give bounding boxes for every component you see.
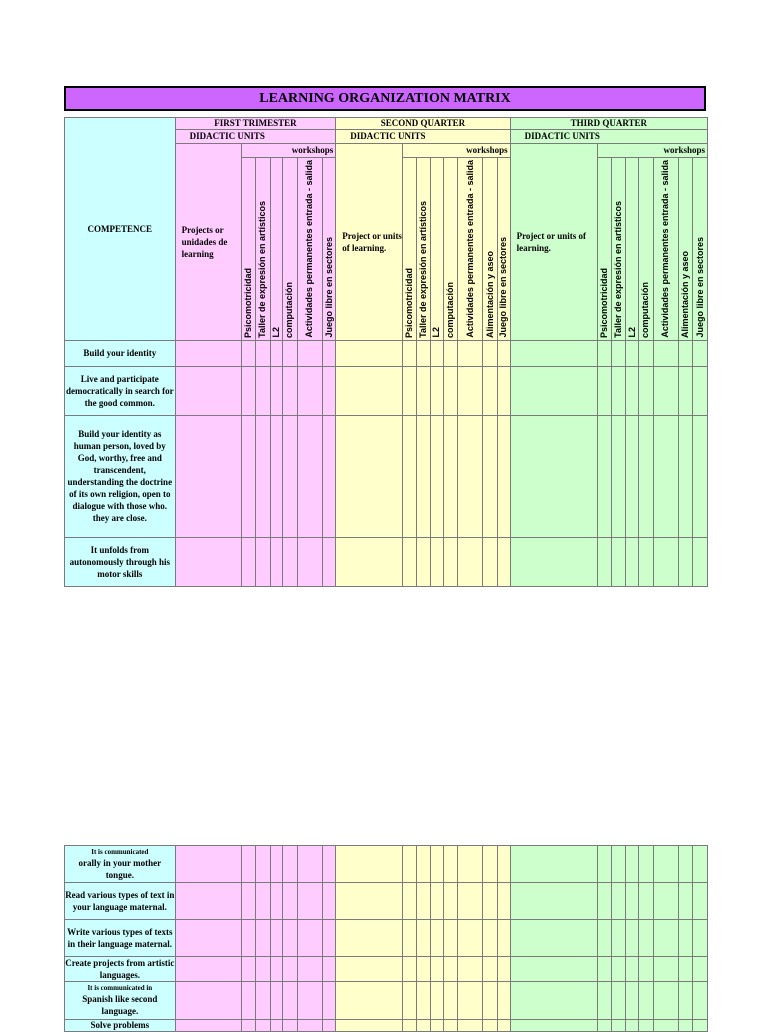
matrix-cell [283,920,298,957]
matrix-cell [626,982,639,1020]
matrix-cell [611,982,626,1020]
matrix-cell [443,846,458,883]
matrix-cell [653,340,678,366]
matrix-cell [638,846,653,883]
matrix-cell [626,537,639,586]
matrix-cell [458,982,483,1020]
quarter-1-didactic-units: DIDACTIC UNITS [175,130,336,144]
quarter-3-title: THIRD QUARTER [510,118,707,130]
matrix-cell [270,920,283,957]
matrix-cell [638,957,653,982]
matrix-table-bottom [64,845,708,1032]
matrix-cell [510,982,598,1020]
matrix-cell [431,1020,444,1032]
matrix-cell [336,366,403,415]
matrix-cell [322,366,336,415]
competence-cell: Read various types of text in your language maternal. [65,883,176,920]
matrix-cell [416,982,431,1020]
matrix-cell [611,537,626,586]
quarter-1-projects: Projects or unidades de learning [175,144,242,341]
matrix-cell [443,537,458,586]
matrix-cell [443,883,458,920]
matrix-cell [270,846,283,883]
matrix-cell [626,957,639,982]
matrix-cell [483,846,498,883]
matrix-cell [693,340,708,366]
matrix-cell [611,340,626,366]
matrix-cell [611,1020,626,1032]
matrix-cell [297,883,322,920]
matrix-cell [416,920,431,957]
matrix-cell [322,1020,336,1032]
matrix-cell [322,340,336,366]
matrix-cell [510,415,598,537]
matrix-cell [626,920,639,957]
matrix-cell [678,957,693,982]
matrix-cell [283,415,298,537]
quarter-2-projects: Project or units of learning. [336,144,403,341]
matrix-cell [242,883,256,920]
q3-col-actividades-permanentes: Actividades permanentes entrada - salida [653,158,678,341]
matrix-cell [336,846,403,883]
matrix-cell [638,415,653,537]
matrix-cell [611,883,626,920]
matrix-cell [403,982,417,1020]
matrix-cell [483,920,498,957]
matrix-table-top [64,117,708,587]
matrix-cell [175,537,242,586]
matrix-cell [626,366,639,415]
matrix-cell [510,920,598,957]
matrix-cell [175,957,242,982]
competence-cell: Live and participate democratically in search for the good common. [65,366,176,415]
quarter-3-didactic-units: DIDACTIC UNITS [510,130,707,144]
matrix-cell [297,537,322,586]
matrix-cell [255,415,270,537]
matrix-cell [175,366,242,415]
q3-col-l2: L2 [626,158,639,341]
matrix-cell [498,846,511,883]
matrix-cell [693,1020,708,1032]
matrix-cell [498,537,511,586]
matrix-cell [416,340,431,366]
matrix-cell [403,415,417,537]
matrix-cell [256,957,271,982]
matrix-cell [510,1020,598,1032]
matrix-cell [458,846,483,883]
q3-col-juego-libre: Juego libre en sectores [693,158,708,341]
matrix-cell [336,883,403,920]
matrix-cell [242,920,256,957]
matrix-cell [626,415,639,537]
q2-col-alimentacion: Alimentación y aseo [483,158,498,341]
matrix-cell [510,340,598,366]
matrix-cell [653,415,678,537]
matrix-cell [297,846,322,883]
matrix-cell [242,846,256,883]
matrix-cell [693,982,708,1020]
matrix-cell [175,340,242,366]
matrix-cell [510,366,598,415]
matrix-cell [175,883,242,920]
matrix-cell [336,537,403,586]
competence-cell: Create projects from artistic languages. [65,958,175,980]
quarter-3-projects: Project or units of learning. [510,144,598,341]
matrix-cell [510,846,598,883]
matrix-cell [322,920,336,957]
matrix-cell [336,340,403,366]
q2-col-taller-expresion: Taller de expresión en artísticos [416,158,431,341]
matrix-cell [283,883,298,920]
matrix-cell [653,366,678,415]
matrix-cell [653,982,678,1020]
matrix-cell [678,982,693,1020]
matrix-cell [483,957,498,982]
matrix-cell [283,537,298,586]
matrix-cell [598,366,612,415]
matrix-cell [403,957,417,982]
matrix-cell [270,366,283,415]
matrix-cell [626,1020,639,1032]
matrix-cell [638,366,653,415]
matrix-cell [510,883,598,920]
matrix-cell [175,982,242,1020]
q1-col-juego-libre: Juego libre en sectores [322,158,336,341]
q3-col-psicomotricidad: Psicomotricidad [598,158,612,341]
matrix-cell [283,366,298,415]
matrix-cell [498,366,511,415]
matrix-cell [498,340,511,366]
matrix-cell [626,340,639,366]
competence-cell: Solve problems [65,1020,176,1032]
matrix-cell [416,537,431,586]
matrix-cell [611,366,626,415]
matrix-cell [693,415,708,537]
matrix-cell [431,415,444,537]
matrix-cell [270,340,283,366]
matrix-cell [431,883,444,920]
matrix-cell [638,1020,653,1032]
matrix-cell [598,340,612,366]
matrix-cell [403,366,417,415]
matrix-cell [611,920,626,957]
matrix-cell [322,415,336,537]
matrix-cell [498,415,511,537]
matrix-cell [510,537,598,586]
matrix-cell [678,366,693,415]
matrix-cell [483,537,498,586]
matrix-cell [458,957,483,982]
matrix-cell [678,920,693,957]
quarter-1-title: FIRST TRIMESTER [175,118,336,130]
matrix-cell [611,415,626,537]
q2-col-psicomotricidad: Psicomotricidad [403,158,417,341]
matrix-cell [483,366,498,415]
matrix-cell [416,1020,431,1032]
matrix-cell [297,366,322,415]
matrix-cell [297,1020,322,1032]
matrix-cell [443,957,458,982]
matrix-cell [270,415,283,537]
matrix-cell [256,920,271,957]
matrix-cell [256,982,271,1020]
matrix-cell [242,366,256,415]
matrix-cell [458,366,483,415]
matrix-cell [458,883,483,920]
matrix-cell [678,883,693,920]
matrix-cell [611,846,626,883]
matrix-cell [297,415,322,537]
matrix-cell [598,415,612,537]
matrix-cell [443,920,458,957]
matrix-cell [175,920,242,957]
matrix-cell [653,920,678,957]
q2-col-actividades-permanentes: Actividades permanentes entrada - salida [458,158,483,341]
matrix-cell [322,982,336,1020]
matrix-cell [598,883,612,920]
matrix-cell [443,1020,458,1032]
matrix-cell [483,340,498,366]
matrix-cell [598,957,612,982]
matrix-cell [270,1020,283,1032]
q1-col-psicomotricidad: Psicomotricidad [242,158,256,341]
q3-col-computacion: computación [638,158,653,341]
matrix-cell [270,982,283,1020]
matrix-cell [443,366,458,415]
matrix-cell [283,340,298,366]
matrix-cell [653,846,678,883]
matrix-cell [403,1020,417,1032]
competence-cell: Build your identity as human person, loved by God, worthy, free and transcendent, understanding the doctrine of its own religion, open to dialogue with those who. they are close. [65,415,176,537]
matrix-cell [626,883,639,920]
matrix-cell [693,846,708,883]
q1-col-taller-expresion: Taller de expresión en artísticos [255,158,270,341]
matrix-cell [483,415,498,537]
quarter-3-workshops: workshops [598,144,708,158]
matrix-cell [255,537,270,586]
matrix-cell [322,537,336,586]
quarter-2-workshops: workshops [403,144,511,158]
matrix-cell [242,340,256,366]
matrix-cell [443,982,458,1020]
matrix-cell [297,982,322,1020]
matrix-cell [626,846,639,883]
matrix-cell [458,537,483,586]
matrix-cell [498,920,511,957]
matrix-cell [638,920,653,957]
matrix-cell [416,957,431,982]
matrix-cell [678,1020,693,1032]
matrix-cell [336,415,403,537]
matrix-cell [256,883,271,920]
q1-col-actividades-permanentes: Actividades permanentes entrada - salida [297,158,322,341]
matrix-cell [498,982,511,1020]
matrix-cell [510,957,598,982]
matrix-cell [598,846,612,883]
matrix-cell [322,846,336,883]
competence-cell: It is communicated in Spanish like second language. [65,982,176,1020]
matrix-cell [638,537,653,586]
matrix-cell [322,883,336,920]
matrix-cell [336,920,403,957]
quarter-2-didactic-units: DIDACTIC UNITS [336,130,510,144]
matrix-cell [598,1020,612,1032]
matrix-cell [431,366,444,415]
matrix-cell [431,537,444,586]
matrix-cell [638,883,653,920]
matrix-cell [403,883,417,920]
matrix-cell [336,982,403,1020]
matrix-cell [483,1020,498,1032]
matrix-cell [678,537,693,586]
matrix-cell [431,920,444,957]
matrix-cell [693,366,708,415]
matrix-cell [598,920,612,957]
matrix-cell [242,982,256,1020]
matrix-cell [322,957,336,982]
matrix-cell [458,920,483,957]
matrix-cell [483,883,498,920]
competence-cell: It unfolds from autonomously through his motor skills [65,537,176,586]
matrix-cell [416,846,431,883]
matrix-cell [431,982,444,1020]
q2-col-computacion: computación [443,158,458,341]
competence-cell: Write various types of texts in their language maternal. [65,920,176,957]
matrix-cell [653,1020,678,1032]
matrix-cell [270,957,283,982]
matrix-cell [598,537,612,586]
matrix-cell [678,340,693,366]
matrix-cell [638,340,653,366]
competences-top-body [65,340,708,586]
matrix-cell [431,957,444,982]
matrix-cell [175,415,242,537]
matrix-cell [498,883,511,920]
matrix-cell [403,537,417,586]
matrix-cell [458,415,483,537]
matrix-cell [283,1020,298,1032]
matrix-cell [242,1020,256,1032]
competence-header: COMPETENCE [65,118,176,341]
matrix-cell [443,415,458,537]
matrix-cell [443,340,458,366]
matrix-cell [336,1020,403,1032]
q3-col-taller-expresion: Taller de expresión en artísticos [611,158,626,341]
matrix-cell [283,957,298,982]
q2-col-juego-libre: Juego libre en sectores [498,158,511,341]
matrix-cell [297,920,322,957]
matrix-cell [403,846,417,883]
matrix-cell [416,883,431,920]
matrix-cell [458,340,483,366]
matrix-cell [693,920,708,957]
matrix-cell [416,415,431,537]
matrix-cell [255,366,270,415]
matrix-cell [270,883,283,920]
matrix-cell [242,537,256,586]
matrix-cell [175,846,242,883]
matrix-cell [297,957,322,982]
matrix-cell [270,537,283,586]
matrix-cell [598,982,612,1020]
matrix-cell [458,1020,483,1032]
matrix-cell [498,957,511,982]
matrix-cell [653,883,678,920]
competence-cell: It is communicated orally in your mother tongue. [65,846,176,883]
matrix-cell [653,957,678,982]
matrix-cell [693,537,708,586]
matrix-cell [431,340,444,366]
matrix-cell [678,415,693,537]
matrix-cell [256,1020,271,1032]
matrix-cell [483,982,498,1020]
matrix-cell [403,920,417,957]
matrix-cell [638,982,653,1020]
matrix-cell [255,340,270,366]
matrix-cell [283,846,298,883]
matrix-cell [611,957,626,982]
quarter-2-title: SECOND QUARTER [336,118,510,130]
q3-col-alimentacion: Alimentación y aseo [678,158,693,341]
matrix-cell [403,340,417,366]
matrix-title: LEARNING ORGANIZATION MATRIX [64,86,706,111]
matrix-cell [175,1020,242,1032]
q1-col-computacion: computación [283,158,298,341]
matrix-cell [498,1020,511,1032]
matrix-cell [256,846,271,883]
matrix-cell [653,537,678,586]
matrix-cell [336,957,403,982]
matrix-cell [283,982,298,1020]
matrix-cell [678,846,693,883]
q1-col-l2: L2 [270,158,283,341]
matrix-cell [431,846,444,883]
matrix-cell [416,366,431,415]
matrix-cell [693,957,708,982]
matrix-cell [242,957,256,982]
quarter-1-workshops: workshops [242,144,336,158]
matrix-cell [242,415,256,537]
matrix-cell [297,340,322,366]
competence-cell: Build your identity [65,340,176,366]
q2-col-l2: L2 [431,158,444,341]
matrix-cell [693,883,708,920]
